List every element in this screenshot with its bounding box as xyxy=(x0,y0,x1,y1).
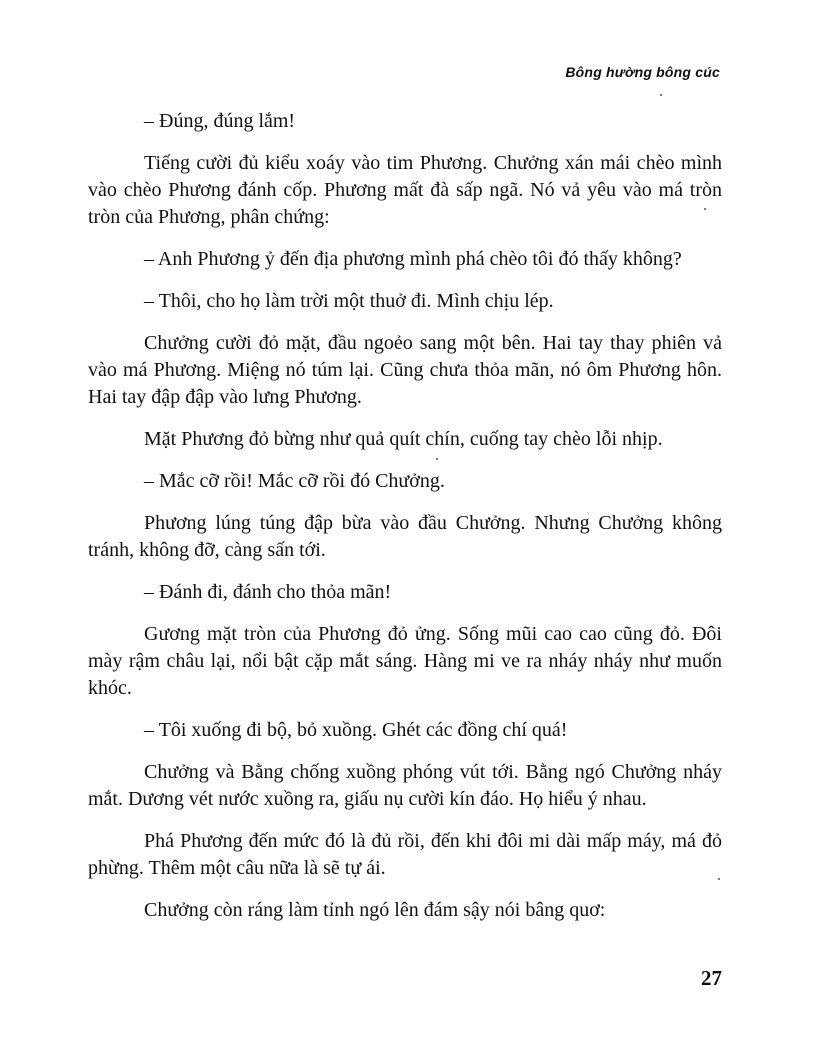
scan-speck xyxy=(718,878,720,880)
paragraph: – Anh Phương ỷ đến địa phương mình phá chèo tôi đó thấy không? xyxy=(144,248,682,270)
paragraph: Chưởng còn ráng làm tỉnh ngó lên đám sậy nói bâng quơ: xyxy=(144,899,606,921)
paragraph: Tiếng cười đủ kiểu xoáy vào tim Phương. Chưởng xán mái chèo mình vào chèo Phương đánh cốp. Phương mất đà sấp ngã. Nó vả yêu vào má tròn tròn của Phương, phân chứng: xyxy=(88,152,722,228)
paragraph: Chưởng và Bằng chống xuồng phóng vút tới. Bằng ngó Chưởng nháy mắt. Dương vét nước xuồng ra, giấu nụ cười kín đáo. Họ hiểu ý nhau. xyxy=(88,761,722,810)
body-text xyxy=(88,108,722,939)
scan-speck xyxy=(436,458,438,460)
paragraph: – Đánh đi, đánh cho thỏa mãn! xyxy=(144,581,392,603)
scan-speck xyxy=(660,94,662,96)
paragraph: – Đúng, đúng lắm! xyxy=(144,110,296,132)
running-header: Bông hường bông cúc xyxy=(565,64,720,80)
paragraph: – Thôi, cho họ làm trời một thuở đi. Mình chịu lép. xyxy=(144,290,554,312)
paragraph: Gương mặt tròn của Phương đỏ ửng. Sống mũi cao cao cũng đỏ. Đôi mày rậm châu lại, nổi bật cặp mắt sáng. Hàng mi ve ra nháy nháy như muốn khóc. xyxy=(88,623,722,699)
paragraph: Chưởng cười đỏ mặt, đầu ngoẻo sang một bên. Hai tay thay phiên vả vào má Phương. Miệng nó túm lại. Cũng chưa thỏa mãn, nó ôm Phương hôn. Hai tay đập đập vào lưng Phương. xyxy=(88,332,722,408)
page-number: 27 xyxy=(701,966,722,990)
paragraph: Phương lúng túng đập bừa vào đầu Chưởng. Nhưng Chưởng không tránh, không đỡ, càng sấn tới. xyxy=(88,512,722,561)
scan-speck xyxy=(704,208,706,210)
paragraph: – Tôi xuống đi bộ, bỏ xuồng. Ghét các đồng chí quá! xyxy=(144,719,568,741)
paragraph: – Mắc cỡ rồi! Mắc cỡ rồi đó Chưởng. xyxy=(144,470,445,492)
paragraph: Mặt Phương đỏ bừng như quả quít chín, cuống tay chèo lỗi nhịp. xyxy=(144,428,663,450)
paragraph: Phá Phương đến mức đó là đủ rồi, đến khi đôi mi dài mấp máy, má đỏ phừng. Thêm một câu nữa là sẽ tự ái. xyxy=(88,830,722,879)
